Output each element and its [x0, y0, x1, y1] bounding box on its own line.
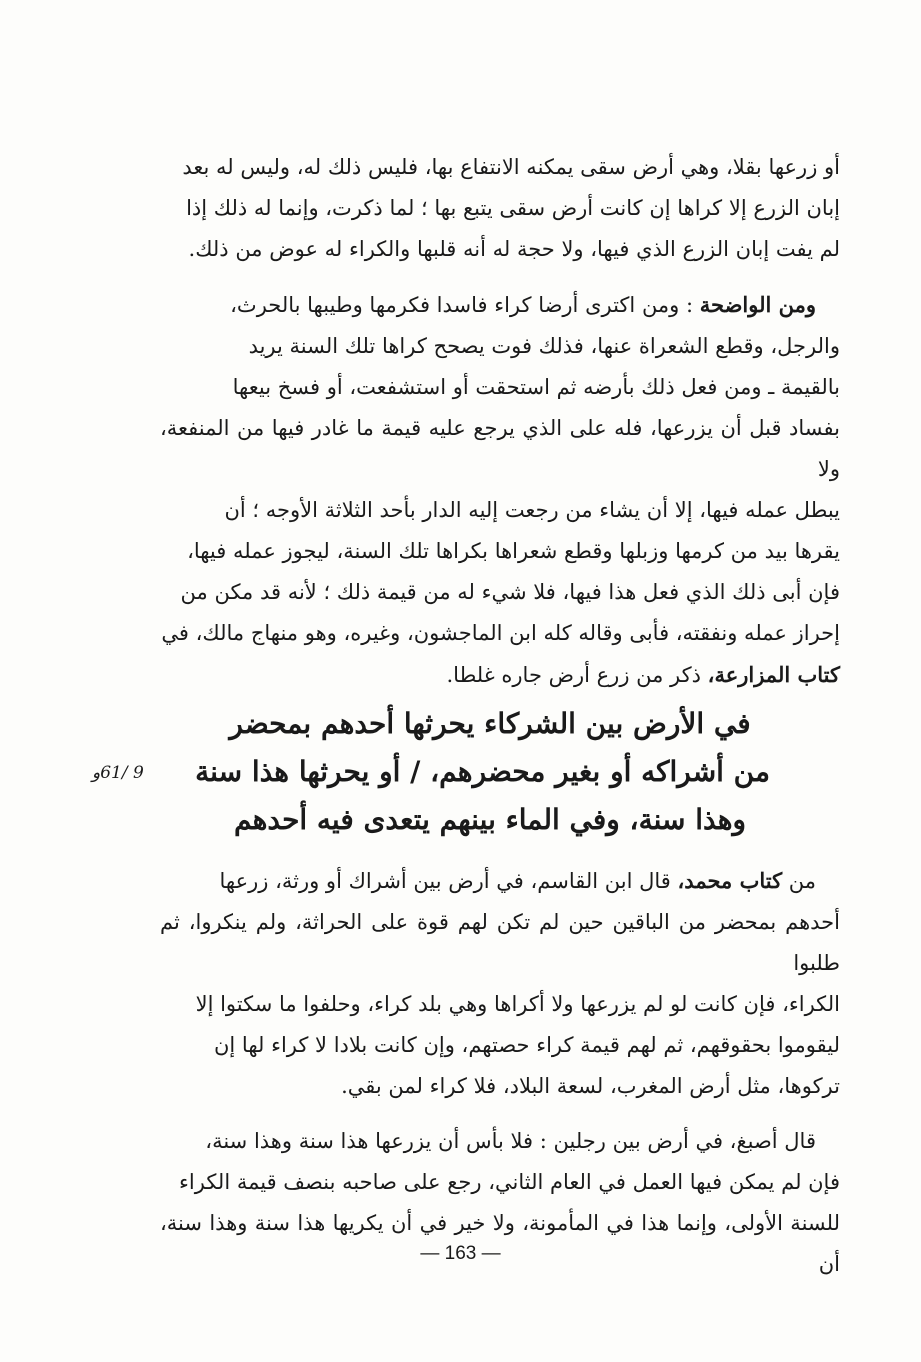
text-line: يبطل عمله فيها، إلا أن يشاء من رجعت إليه الدار بأحد الثلاثة الأوجه ؛ أن [224, 498, 840, 522]
paragraph-2 [160, 284, 840, 696]
text-line: قال أصبغ، في أرض بين رجلين : فلا بأس أن يزرعها هذا سنة وهذا سنة، [205, 1129, 816, 1153]
text-line: لم يفت إبان الزرع الذي فيها، ولا حجة له أنه قلبها والكراء له عوض من ذلك. [188, 237, 840, 261]
text-line: للسنة الأولى، وإنما هذا في المأمونة، ولا خير في أن يكريها هذا سنة وهذا سنة، أن [160, 1211, 840, 1276]
text-line: بفساد قبل أن يزرعها، فله على الذي يرجع عليه قيمة ما غادر فيها من المنفعة، ولا [160, 416, 840, 481]
folio-margin-note: 9 /61و [92, 763, 144, 783]
paragraph-3 [160, 860, 840, 1107]
text-line: والرجل، وقطع الشعراة عنها، فذلك فوت يصحح كراها تلك السنة يريد [248, 334, 840, 358]
heading-line: في الأرض بين الشركاء يحرثها أحدهم بمحضر [229, 707, 751, 740]
source-title: كتاب المزارعة، [707, 662, 840, 687]
body-text-bottom [160, 860, 840, 1285]
text-line: قال ابن القاسم، في أرض بين أشراك أو ورثة، زرعها [219, 869, 678, 893]
text-line: أحدهم بمحضر من الباقين حين لم تكن لهم قوة على الحراثة، ولم ينكروا، ثم طلبوا [160, 910, 840, 975]
text-line: ذكر من زرع أرض جاره غلطا. [446, 663, 708, 687]
section-heading [195, 700, 770, 844]
source-title: كتاب محمد، [677, 868, 783, 893]
text-line: إبان الزرع إلا كراها إن كانت أرض سقى يتبع بها ؛ لما ذكرت، وإنما له ذلك إذا [186, 196, 840, 220]
text-line: الكراء، فإن كانت لو لم يزرعها ولا أكراها وهي بلد كراء، وحلفوا ما سكتوا إلا [195, 992, 840, 1016]
text-line: أو زرعها بقلا، وهي أرض سقى يمكنه الانتفاع بها، فليس ذلك له، وليس له بعد [182, 155, 840, 179]
page-number: — 163 — [420, 1243, 501, 1264]
text-line: تركوها، مثل أرض المغرب، لسعة البلاد، فلا كراء لمن بقي. [341, 1074, 840, 1098]
text-line: من [782, 869, 816, 893]
text-line: : ومن اكترى أرضا كراء فاسدا فكرمها وطيبها بالحرث، [230, 293, 700, 317]
text-line: ليقوموا بحقوقهم، ثم لهم قيمة كراء حصتهم، وإن كانت بلادا لا كراء لها إن [214, 1033, 840, 1057]
body-text-top [160, 147, 840, 696]
text-line: فإن أبى ذلك الذي فعل هذا فيها، فلا شيء له من قيمة ذلك ؛ لأنه قد مكن من [180, 580, 840, 604]
heading-line: وهذا سنة، وفي الماء بينهم يتعدى فيه أحدهم [233, 803, 747, 836]
text-line: إحراز عمله ونفقته، فأبى وقاله كله ابن الماجشون، وغيره، وهو منهاج مالك، في [161, 621, 840, 645]
text-line: بالقيمة ـ ومن فعل ذلك بأرضه ثم استحقت أو استشفعت، أو فسخ بيعها [232, 375, 840, 399]
heading-line: من أشراكه أو بغير محضرهم، / أو يحرثها هذا سنة [195, 755, 770, 788]
text-line: فإن لم يمكن فيها العمل في العام الثاني، رجع على صاحبه بنصف قيمة الكراء [179, 1170, 840, 1194]
text-line: يقرها بيد من كرمها وزبلها وقطع شعراها بكراها تلك السنة، ليجوز عمله فيها، [187, 539, 840, 563]
paragraph-1 [160, 147, 840, 270]
source-title: ومن الواضحة [699, 292, 816, 317]
